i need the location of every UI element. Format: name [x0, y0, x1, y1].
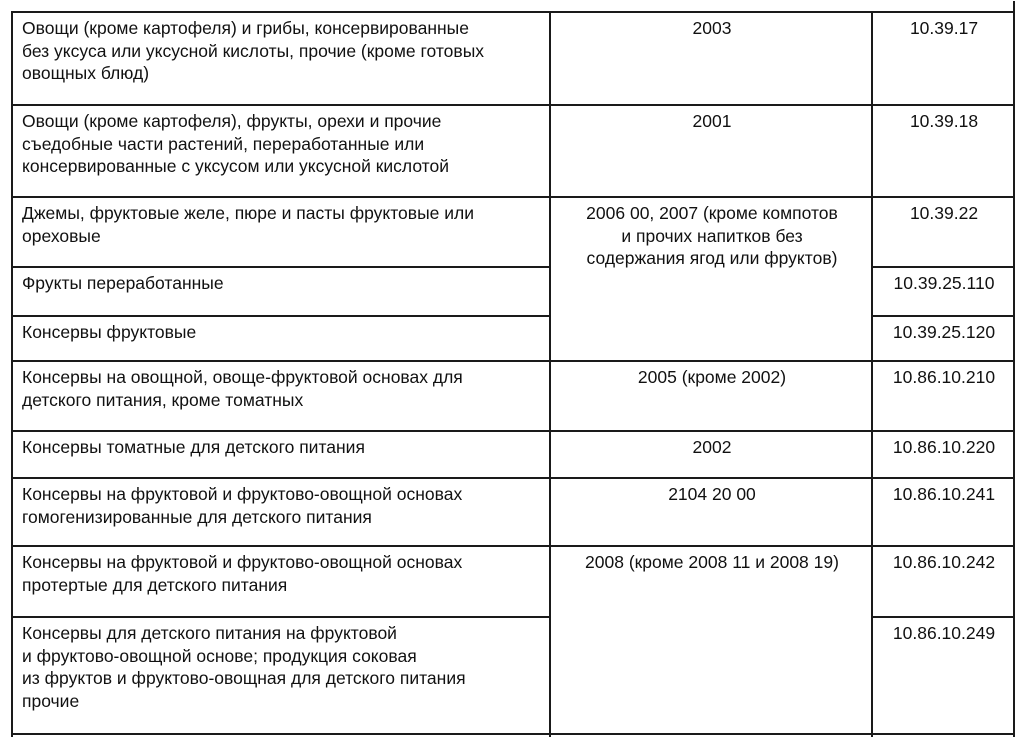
table-cell-okpd: 10.39.22: [871, 196, 1015, 268]
table-cell-name: Фрукты переработанные: [11, 266, 551, 317]
table-cell-code: 2005 (кроме 2002): [549, 360, 873, 432]
table-cell-okpd: 10.86.10.242: [871, 545, 1015, 618]
table-cell-okpd: 10.86.10.220: [871, 430, 1015, 479]
table-bottom-rule: [11, 733, 1015, 735]
table-cell-code: 2002: [549, 430, 873, 479]
table-cell-code: 2003: [549, 11, 873, 106]
table-cell-name: Консервы фруктовые: [11, 315, 551, 362]
table-cell-okpd: 10.86.10.241: [871, 477, 1015, 547]
table-cell-name: Овощи (кроме картофеля), фрукты, орехи и прочие съедобные части растений, переработанные или консервированные с уксусом или уксусной кислотой: [11, 104, 551, 198]
table-cell-code: 2008 (кроме 2008 11 и 2008 19): [549, 545, 873, 737]
table-cell-name: Консервы для детского питания на фруктовой и фруктово-овощной основе; продукция соковая из фруктов и фруктово-овощная для детского питания прочие: [11, 616, 551, 737]
table-cell-okpd: 10.86.10.249: [871, 616, 1015, 737]
table-top-cutoff: [11, 0, 1015, 1]
table-cell-code: 2104 20 00: [549, 477, 873, 547]
table-cell-name: Консервы на овощной, овоще-фруктовой основах для детского питания, кроме томатных: [11, 360, 551, 432]
table-cell-okpd: 10.39.25.120: [871, 315, 1015, 362]
table-cell-name: Консервы на фруктовой и фруктово-овощной основах гомогенизированные для детского питания: [11, 477, 551, 547]
table-cell-okpd: 10.39.17: [871, 11, 1015, 106]
table-cell-name: Консервы томатные для детского питания: [11, 430, 551, 479]
table-cell-name: Овощи (кроме картофеля) и грибы, консервированные без уксуса или уксусной кислоты, прочие (кроме готовых овощных блюд): [11, 11, 551, 106]
table-cell-name: Консервы на фруктовой и фруктово-овощной основах протертые для детского питания: [11, 545, 551, 618]
table-cell-okpd: 10.86.10.210: [871, 360, 1015, 432]
table-cell-okpd: 10.39.25.110: [871, 266, 1015, 317]
table-cell-okpd: 10.39.18: [871, 104, 1015, 198]
table-cell-code: 2006 00, 2007 (кроме компотов и прочих напитков без содержания ягод или фруктов): [549, 196, 873, 362]
table-cell-name: Джемы, фруктовые желе, пюре и пасты фруктовые или ореховые: [11, 196, 551, 268]
table-cell-code: 2001: [549, 104, 873, 198]
table-right-border: [1013, 0, 1015, 737]
